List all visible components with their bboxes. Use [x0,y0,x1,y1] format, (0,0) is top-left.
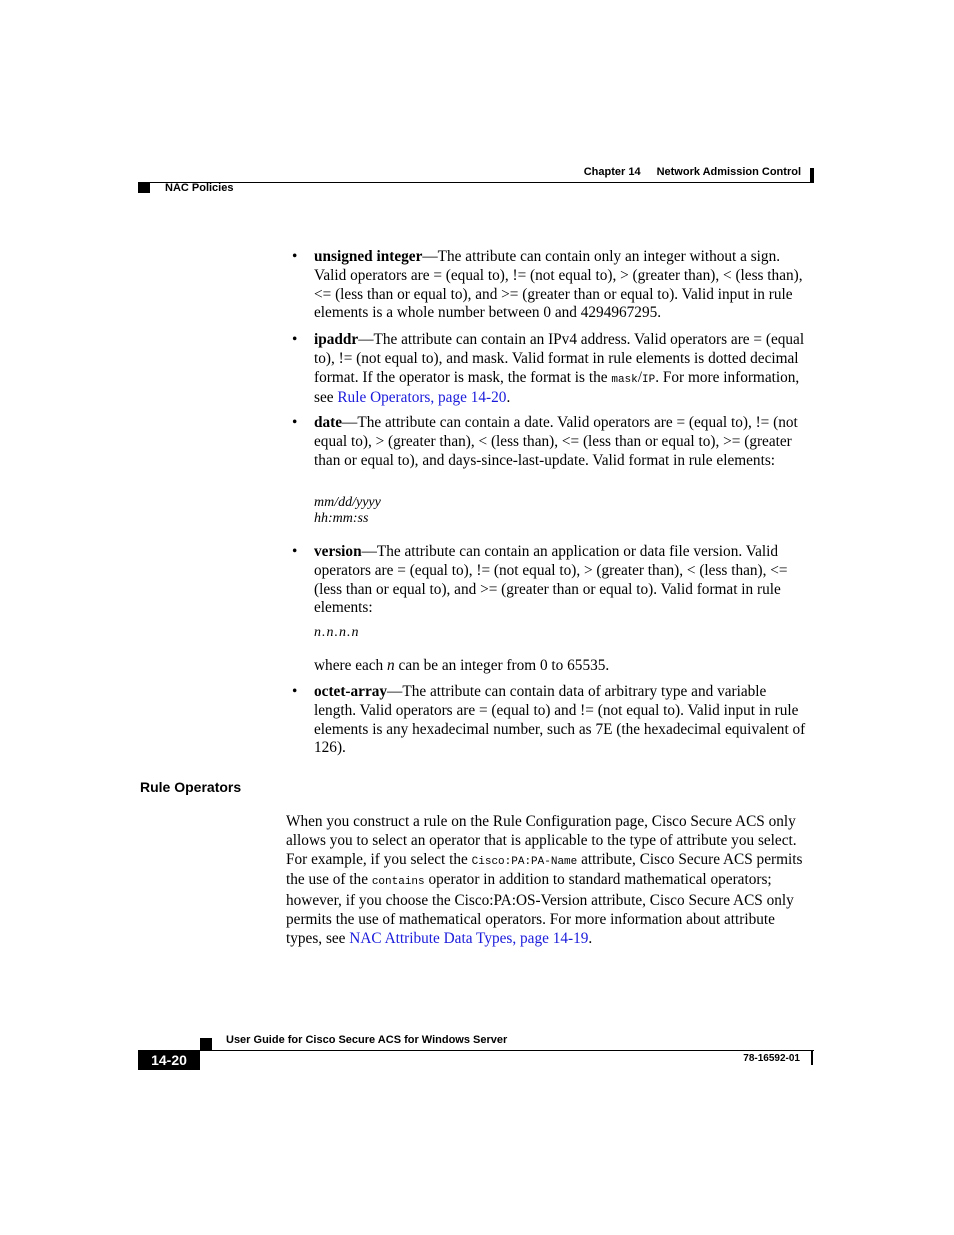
note-text: where each [314,657,388,674]
term: version [314,543,362,560]
description: —The attribute can contain data of arbitrary type and variable length. Valid operators are = (equal to) and != (not equal to). Valid input in rule elements is any hexadecimal number, such as 7E (the hexadecimal equivalent of 126). [314,683,806,757]
term: date [314,414,343,431]
footer-bar-mark [811,1051,813,1065]
footer-guide-title: User Guide for Cisco Secure ACS for Windows Server [226,1034,508,1046]
running-header-chapter [584,166,801,178]
document-number: 78-16592-01 [743,1053,800,1064]
description: —The attribute can contain only an integer without a sign. Valid operators are = (equal to), != (not equal to), > (greater than), < (less than), <= (less than or equal to), and >= (greater than or equal to). Valid input in rule elements is a whole number between 0 and 4294967295. [314,248,803,322]
description: —The attribute can contain an IPv4 address. Valid operators are = (equal to), != (not equal to), and mask. Valid format in rule elements is dotted decimal format. If the operator is mask, the format is the [314,331,805,386]
bullet-icon: • [292,414,298,431]
list-item-date [292,414,812,470]
description: —The attribute can contain an application or data file version. Valid operators are = (equal to), != (not equal to), > (greater than), < (less than), <= (less than or equal to), and >= (greater than or equal to). Valid format in rule elements: [314,543,788,617]
code-ip: IP [642,373,656,386]
header-square-mark [138,183,150,193]
note-variable: n [387,657,395,674]
bullet-icon: • [292,683,298,700]
paragraph-text: When you construct a rule on the Rule Configuration page, Cisco Secure ACS only allows you to select an operator that is applicable to the type of attribute you select. For example, if you select the [286,813,797,868]
list-item-version [292,543,812,618]
description-cont: . For more information, see [314,368,800,407]
date-format [314,495,381,527]
chapter-title: Network Admission Control [656,166,801,178]
running-header-section: NAC Policies [165,182,234,194]
code-contains: contains [371,876,425,889]
section-heading: Rule Operators [140,779,242,795]
term: ipaddr [314,331,359,348]
header-rule [138,182,814,183]
bullet-icon: • [292,543,298,560]
code-pa-name: Cisco:PA:PA-Name [471,855,578,868]
footer-square-mark [200,1038,212,1050]
page-number: 14-20 [138,1050,200,1070]
term: octet-array [314,683,388,700]
list-item-unsigned-integer [292,248,812,323]
paragraph-text-3: operator in addition to standard mathematical operators; however, if you choose the Cisco:PA:OS-Version attribute, Cisco Secure ACS only permits the use of mathematical operators. For more information about attribute types, see [286,871,794,947]
code-mask: mask [611,373,638,386]
time-format-line: hh:mm:ss [314,511,369,526]
slash: / [637,368,643,386]
bullet-icon: • [292,248,298,265]
paragraph-text-2: attribute, Cisco Secure ACS permits the use of the [286,850,803,889]
version-format: n.n.n.n [314,625,360,640]
chapter-number: Chapter 14 [583,166,641,178]
bullet-icon: • [292,331,298,348]
version-range-note [314,657,609,676]
term: unsigned integer [314,248,423,265]
link-nac-attribute-data-types[interactable]: NAC Attribute Data Types, page 14-19 [349,929,589,947]
note-text-cont: can be an integer from 0 to 65535. [394,657,610,674]
date-format-line: mm/dd/yyyy [314,495,381,510]
description: —The attribute can contain a date. Valid operators are = (equal to), != (not equal to), > (greater than), < (less than), <= (less than or equal to), >= (greater than or equal to), and days-since-last-update. Valid format in rule elements: [314,414,798,469]
list-item-ipaddr [292,331,812,408]
link-rule-operators[interactable]: Rule Operators, page 14-20 [337,389,507,407]
rule-operators-paragraph [286,813,812,949]
list-item-octet-array [292,683,812,758]
period: . [506,389,511,407]
paragraph-period: . [588,929,593,947]
header-bar-mark [810,168,814,183]
footer-rule [200,1050,814,1051]
